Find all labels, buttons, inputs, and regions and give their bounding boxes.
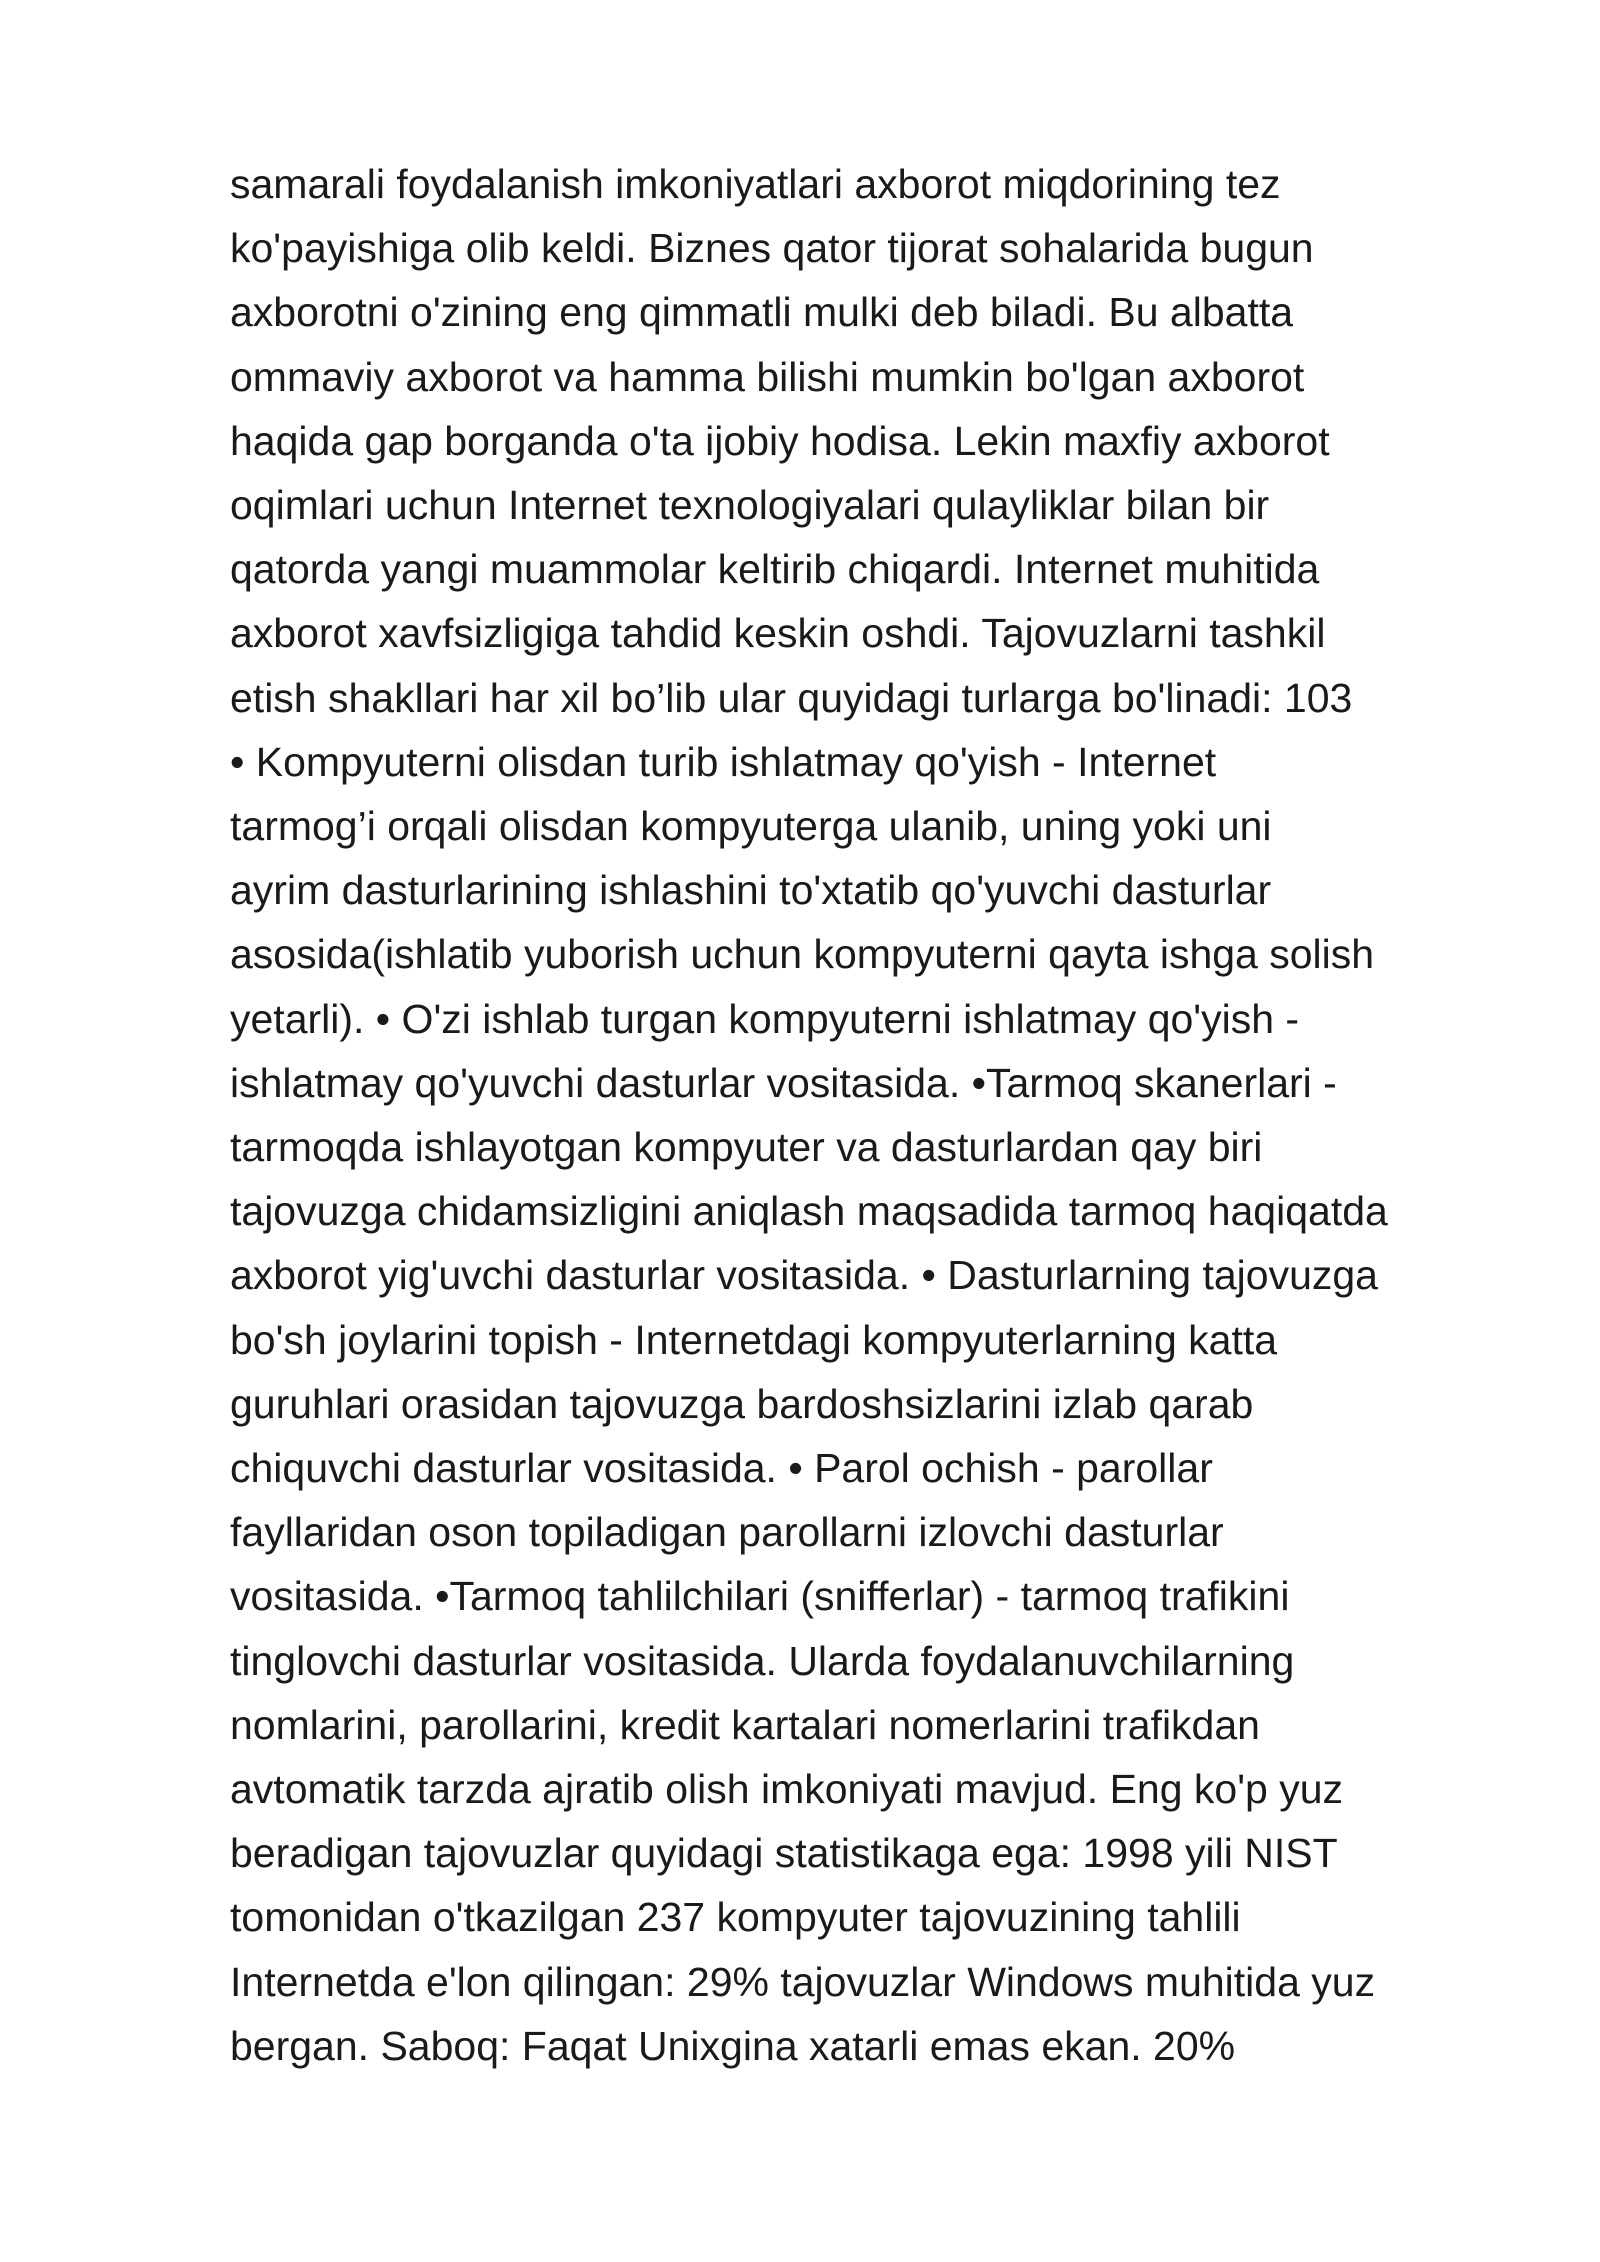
text-line: haqida gap borganda o'ta ijobiy hodisa. Lekin maxfiy axborot: [230, 417, 1330, 464]
text-line: etish shakllari har xil bo’lib ular quyidagi turlarga bo'linadi: 103: [230, 674, 1353, 721]
text-line: beradigan tajovuzlar quyidagi statistikaga ega: 1998 yili NIST: [230, 1830, 1338, 1877]
text-line: guruhlari orasidan tajovuzga bardoshsizlarini izlab qarab: [230, 1380, 1254, 1427]
text-line: chiquvchi dasturlar vositasida. • Parol ochish - parollar: [230, 1445, 1213, 1492]
text-line: ommaviy axborot va hamma bilishi mumkin bo'lgan axborot: [230, 353, 1305, 400]
text-line: Internetda e'lon qilingan: 29% tajovuzlar Windows muhitida yuz: [230, 1958, 1376, 2005]
text-line: axborot yig'uvchi dasturlar vositasida. • Dasturlarning tajovuzga: [230, 1252, 1378, 1299]
text-line: tomonidan o'tkazilgan 237 kompyuter tajovuzining tahlili: [230, 1894, 1241, 1941]
text-line: tajovuzga chidamsizligini aniqlash maqsadida tarmoq haqiqatda: [230, 1188, 1388, 1235]
text-line: avtomatik tarzda ajratib olish imkoniyati mavjud. Eng ko'p yuz: [230, 1766, 1344, 1813]
text-line: axborotni o'zining eng qimmatli mulki deb biladi. Bu albatta: [230, 289, 1294, 336]
text-line: yetarli). • O'zi ishlab turgan kompyuterni ishlatmay qo'yish -: [230, 995, 1300, 1042]
text-line: tarmog’i orqali olisdan kompyuterga ulanib, uning yoki uni: [230, 803, 1272, 850]
body-text: [230, 152, 1530, 2078]
text-line: samarali foydalanish imkoniyatlari axborot miqdorining tez: [230, 161, 1281, 207]
text-line: nomlarini, parollarini, kredit kartalari nomerlarini trafikdan: [230, 1701, 1260, 1748]
text-line: ko'payishiga olib keldi. Biznes qator tijorat sohalarida bugun: [230, 225, 1314, 272]
text-line: vositasida. •Tarmoq tahlilchilari (snifferlar) - tarmoq trafikini: [230, 1573, 1290, 1620]
text-line: tinglovchi dasturlar vositasida. Ularda foydalanuvchilarning: [230, 1637, 1295, 1684]
text-line: ayrim dasturlarining ishlashini to'xtatib qo'yuvchi dasturlar: [230, 867, 1272, 914]
text-line: bo'sh joylarini topish - Internetdagi kompyuterlarning katta: [230, 1316, 1278, 1363]
text-line: qatorda yangi muammolar keltirib chiqardi. Internet muhitida: [230, 546, 1320, 593]
text-line: asosida(ishlatib yuborish uchun kompyuterni qayta ishga solish: [230, 931, 1375, 978]
text-line: • Kompyuterni olisdan turib ishlatmay qo'yish - Internet: [230, 738, 1217, 785]
text-line: ishlatmay qo'yuvchi dasturlar vositasida. •Tarmoq skanerlari -: [230, 1059, 1337, 1106]
text-line: tarmoqda ishlayotgan kompyuter va dasturlardan qay biri: [230, 1124, 1263, 1171]
text-line: oqimlari uchun Internet texnologiyalari qulayliklar bilan bir: [230, 482, 1270, 529]
text-line: bergan. Saboq: Faqat Unixgina xatarli emas ekan. 20%: [230, 2022, 1236, 2069]
text-line: axborot xavfsizligiga tahdid keskin oshdi. Tajovuzlarni tashkil: [230, 610, 1326, 657]
text-line: fayllaridan oson topiladigan parollarni izlovchi dasturlar: [230, 1509, 1224, 1556]
